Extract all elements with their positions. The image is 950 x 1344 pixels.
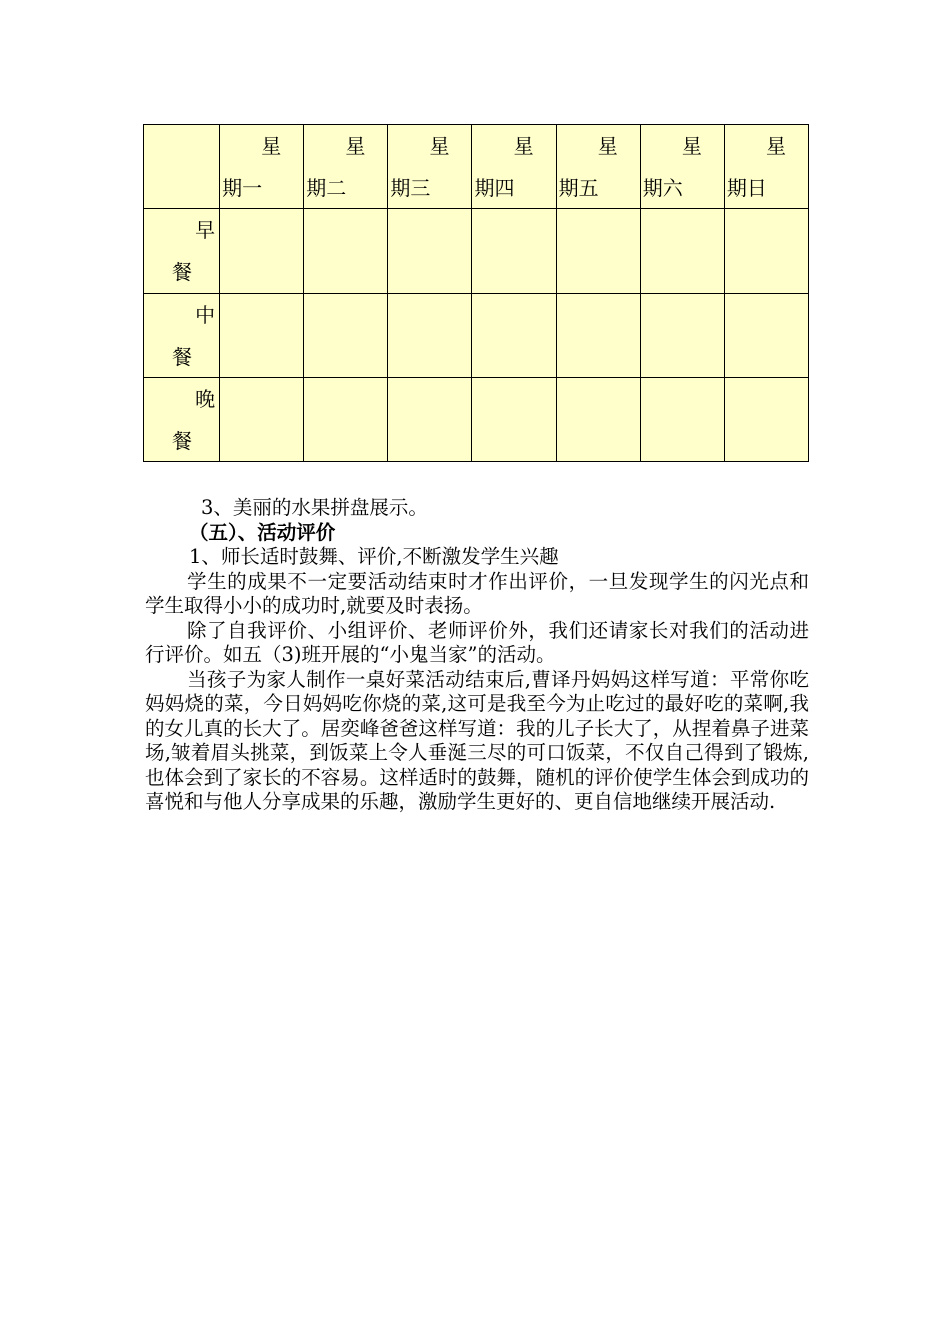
- table-cell: [304, 293, 388, 377]
- meal-label-cell: 中 餐: [144, 293, 220, 377]
- table-cell: [556, 209, 640, 293]
- day-header-cell: 星 期二: [304, 125, 388, 209]
- table-cell: [472, 377, 556, 461]
- table-cell: [640, 293, 724, 377]
- table-header-row: [144, 125, 809, 209]
- table-cell: [556, 293, 640, 377]
- table-row-dinner: [144, 377, 809, 461]
- table-cell: [220, 209, 304, 293]
- document-body: [145, 496, 809, 815]
- table-cell: [220, 377, 304, 461]
- paragraph: 当孩子为家人制作一桌好菜活动结束后,曹译丹妈妈这样写道：平常你吃妈妈烧的菜，今日妈妈吃你烧的菜,这可是我至今为止吃过的最好吃的菜啊,我的女儿真的长大了。居奕峰爸爸这样写道：我的儿子长大了，从捏着鼻子进菜场,皱着眉头挑菜，到饭菜上令人垂涎三尽的可口饭菜，不仅自己得到了锻炼,也体会到了家长的不容易。这样适时的鼓舞，随机的评价使学生体会到成功的喜悦和与他人分享成果的乐趣，激励学生更好的、更自信地继续开展活动.: [145, 667, 809, 813]
- table-cell: [220, 293, 304, 377]
- table-cell: [472, 293, 556, 377]
- table-corner-cell: [144, 125, 220, 209]
- day-header-cell: 星 期日: [724, 125, 808, 209]
- table-cell: [724, 293, 808, 377]
- table-cell: [472, 209, 556, 293]
- day-header-cell: 星 期六: [640, 125, 724, 209]
- table-cell: [724, 209, 808, 293]
- table-cell: [640, 377, 724, 461]
- table-cell: [640, 209, 724, 293]
- day-header-cell: 星 期三: [388, 125, 472, 209]
- section-heading: （五）、活动评价: [189, 520, 336, 544]
- table-cell: [724, 377, 808, 461]
- list-item-3: 3、美丽的水果拼盘展示。: [201, 496, 428, 519]
- table-cell: [388, 293, 472, 377]
- subheading-1: 1、师长适时鼓舞、评价,不断激发学生兴趣: [189, 545, 559, 568]
- weekly-meal-table: [143, 124, 809, 462]
- table-cell: [388, 209, 472, 293]
- table-cell: [304, 209, 388, 293]
- meal-label-cell: 晚 餐: [144, 377, 220, 461]
- paragraph: 除了自我评价、小组评价、老师评价外，我们还请家长对我们的活动进行评价。如五（3)班开展的“小鬼当家”的活动。: [145, 618, 809, 666]
- day-header-cell: 星 期一: [220, 125, 304, 209]
- table-row-lunch: [144, 293, 809, 377]
- meal-label-cell: 早 餐: [144, 209, 220, 293]
- paragraph: 学生的成果不一定要活动结束时才作出评价，一旦发现学生的闪光点和学生取得小小的成功时,就要及时表扬。: [145, 569, 809, 617]
- table-row-breakfast: [144, 209, 809, 293]
- day-header-cell: 星 期四: [472, 125, 556, 209]
- day-header-cell: 星 期五: [556, 125, 640, 209]
- table-cell: [304, 377, 388, 461]
- table-cell: [556, 377, 640, 461]
- table-cell: [388, 377, 472, 461]
